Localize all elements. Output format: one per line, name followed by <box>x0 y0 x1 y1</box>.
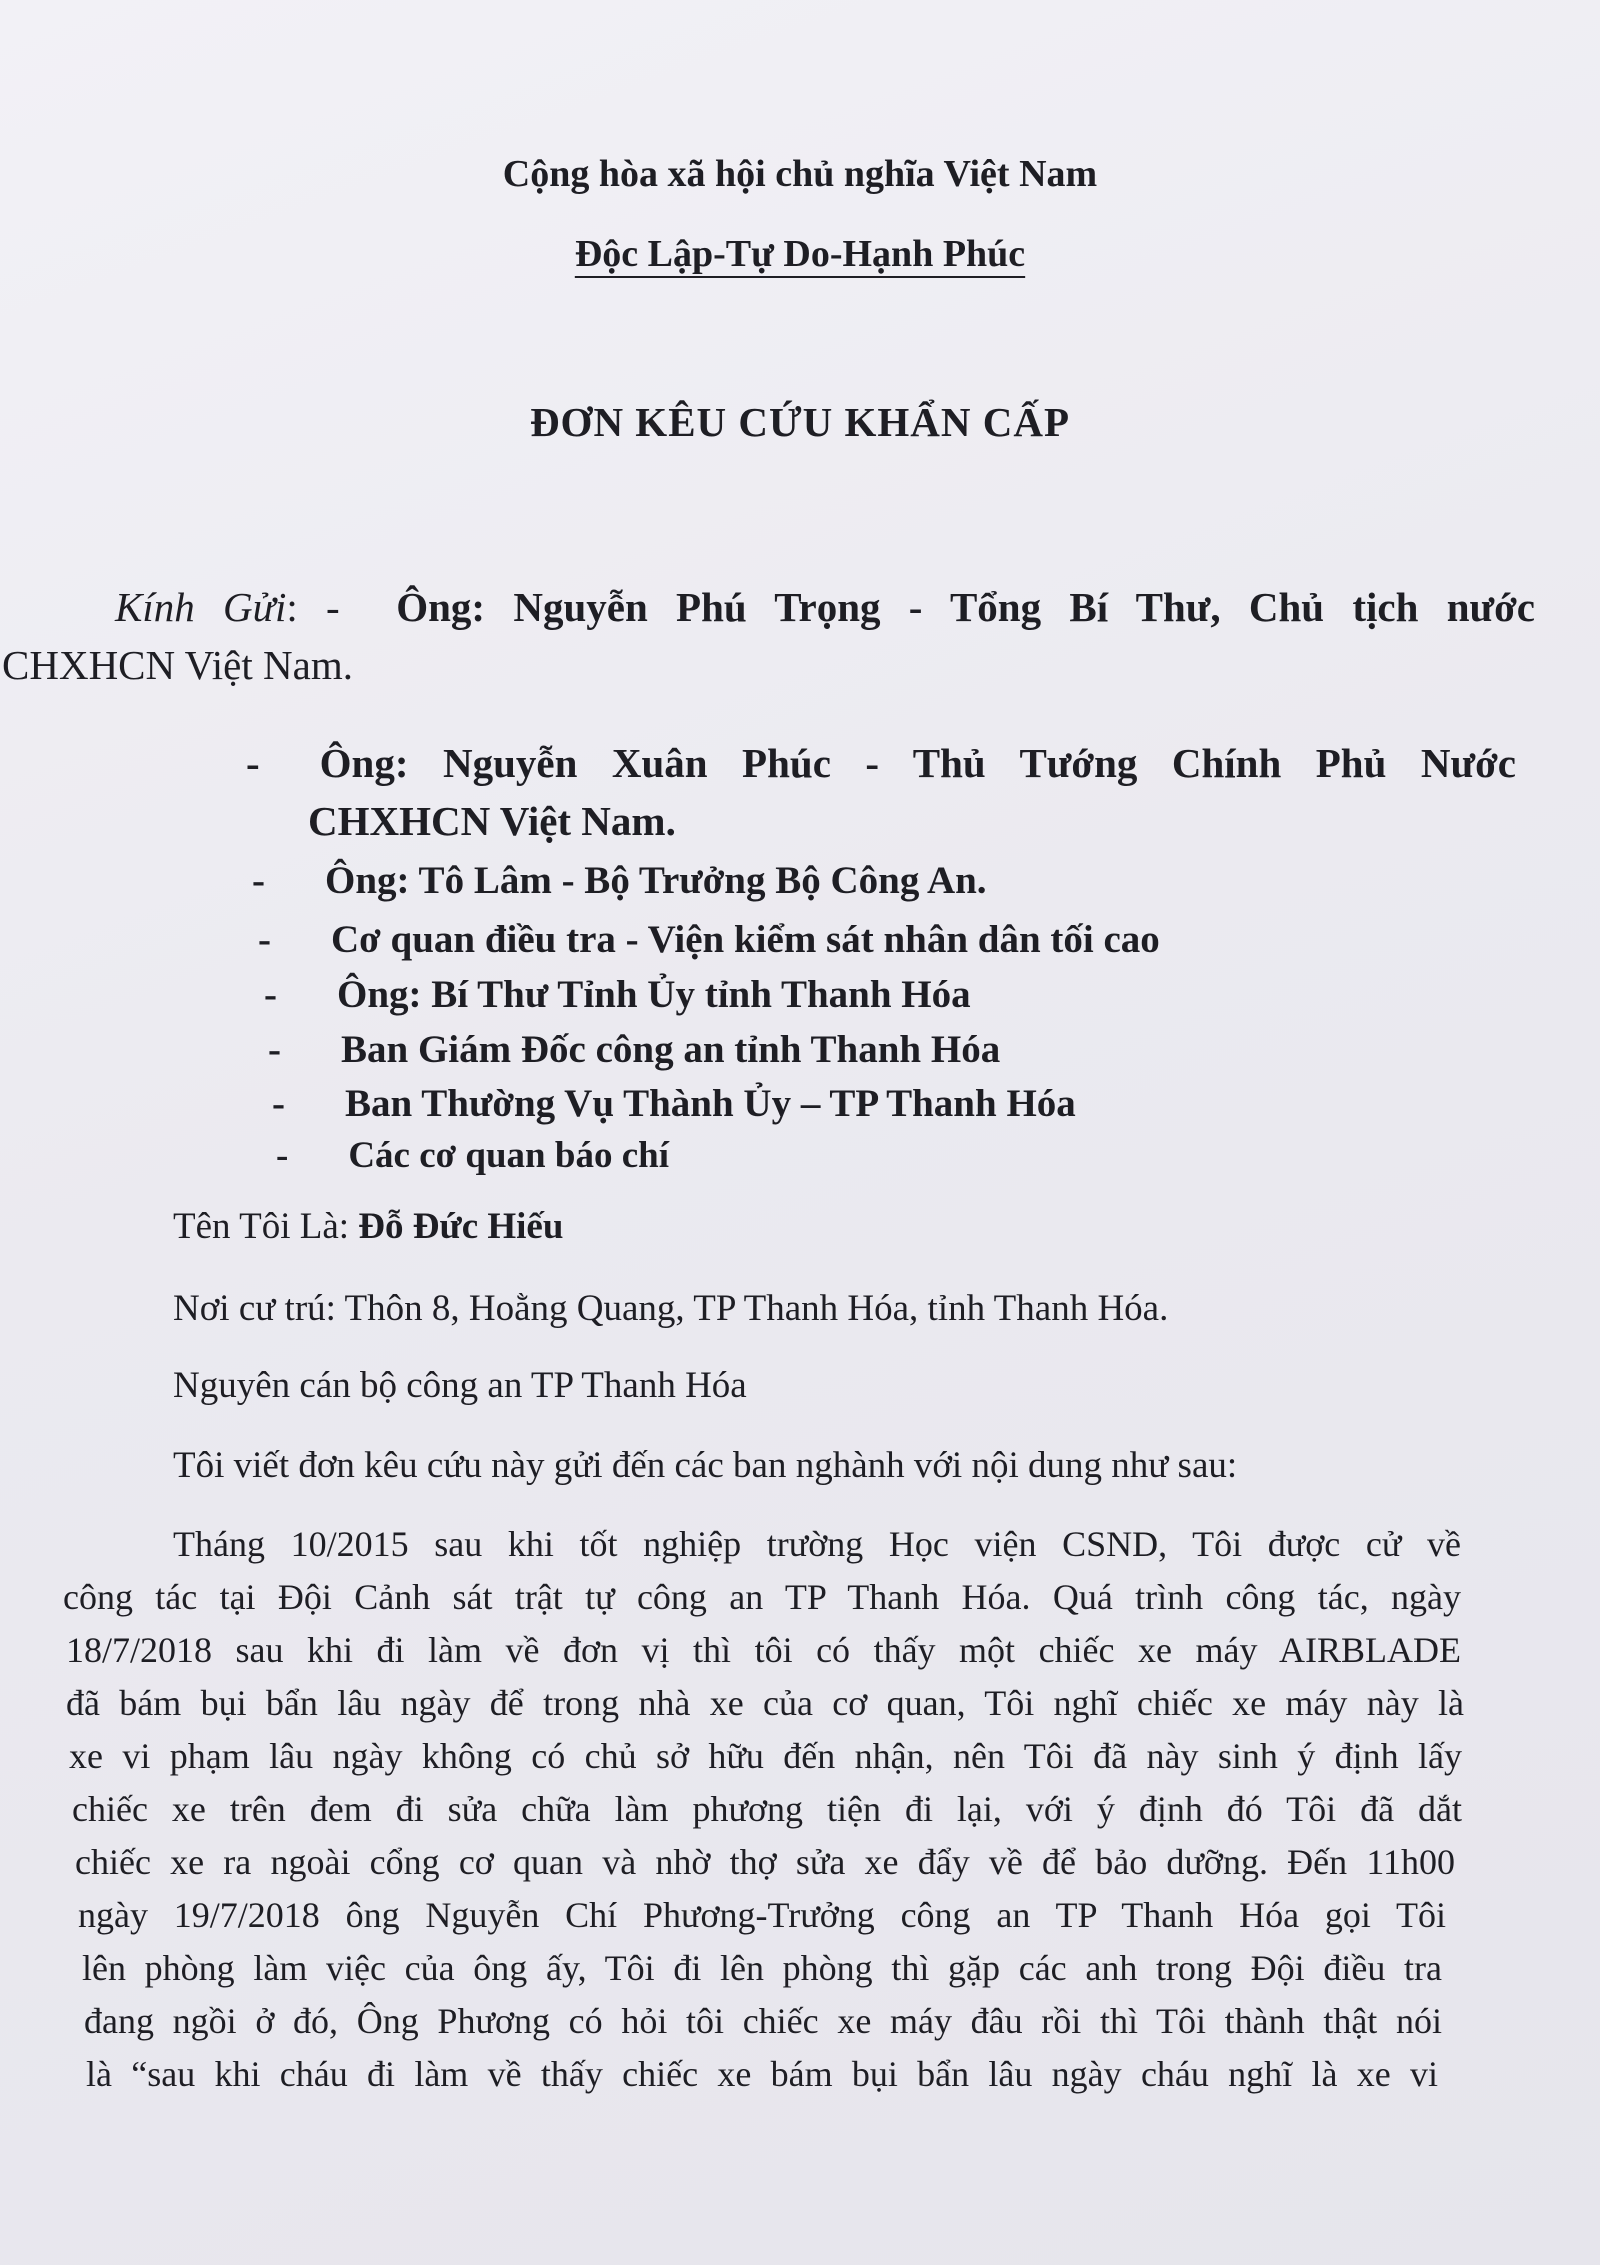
body-line: ngày 19/7/2018 ông Nguyễn Chí Phương-Trưởng công an TP Thanh Hóa gọi Tôi <box>78 1895 1446 1935</box>
body-line: chiếc xe ra ngoài cổng cơ quan và nhờ thợ sửa xe đẩy về để bảo dưỡng. Đến 11h00 <box>75 1842 1455 1882</box>
recipient-item: - Ban Thường Vụ Thành Ủy – TP Thanh Hóa <box>272 1082 1076 1125</box>
body-line: lên phòng làm việc của ông ấy, Tôi đi lên phòng thì gặp các anh trong Đội điều tra <box>82 1948 1442 1988</box>
body-line: đang ngồi ở đó, Ông Phương có hỏi tôi chiếc xe máy đâu rồi thì Tôi thành thật nói <box>84 2001 1442 2041</box>
name-line: Tên Tôi Là: Đỗ Đức Hiếu <box>173 1206 564 1247</box>
recipient-item: - Ông: Tô Lâm - Bộ Trưởng Bộ Công An. <box>252 859 987 902</box>
recipient-item: - Các cơ quan báo chí <box>276 1135 669 1176</box>
intro-line: Tôi viết đơn kêu cứu này gửi đến các ban nghành với nội dung như sau: <box>173 1445 1238 1486</box>
recipient-1-line2: CHXHCN Việt Nam. <box>2 642 353 688</box>
author-name: Đỗ Đức Hiếu <box>358 1206 564 1247</box>
salutation-label: Kính Gửi <box>115 584 287 630</box>
body-line: xe vi phạm lâu ngày không có chủ sở hữu đến nhận, nên Tôi đã này sinh ý định lấy <box>69 1736 1462 1776</box>
body-line: là “sau khi cháu đi làm về thấy chiếc xe bám bụi bẩn lâu ngày cháu nghĩ là xe vi <box>86 2054 1438 2094</box>
document-title: ĐƠN KÊU CỨU KHẨN CẤP <box>529 399 1071 445</box>
recipient-1-line1: Ông: Nguyễn Phú Trọng - Tổng Bí Thư, Chủ tịch nước <box>396 584 1535 630</box>
former-position-line: Nguyên cán bộ công an TP Thanh Hóa <box>173 1365 747 1406</box>
recipient-item: - Ông: Bí Thư Tỉnh Ủy tỉnh Thanh Hóa <box>264 973 971 1016</box>
residence-line: Nơi cư trú: Thôn 8, Hoằng Quang, TP Thanh Hóa, tỉnh Thanh Hóa. <box>173 1288 1169 1329</box>
recipient-item: - Ban Giám Đốc công an tỉnh Thanh Hóa <box>268 1028 1001 1071</box>
body-line: đã bám bụi bẩn lâu ngày để trong nhà xe của cơ quan, Tôi nghĩ chiếc xe máy này là <box>66 1683 1464 1723</box>
nation-header: Cộng hòa xã hội chủ nghĩa Việt Nam <box>502 153 1098 195</box>
recipient-item: - Cơ quan điều tra - Viện kiểm sát nhân dân tối cao <box>258 918 1160 961</box>
body-line: 18/7/2018 sau khi đi làm về đơn vị thì tôi có thấy một chiếc xe máy AIRBLADE <box>66 1630 1461 1670</box>
body-line: chiếc xe trên đem đi sửa chữa làm phương tiện đi lại, với ý định đó Tôi đã dắt <box>72 1789 1462 1829</box>
body-line: Tháng 10/2015 sau khi tốt nghiệp trường Học viện CSND, Tôi được cử về <box>173 1524 1461 1564</box>
salutation-line: Kính Gửi: - Ông: Nguyễn Phú Trọng - Tổng Bí Thư, Chủ tịch nước <box>115 584 1535 630</box>
motto-header: Độc Lập-Tự Do-Hạnh Phúc <box>574 233 1026 275</box>
recipient-item: - Ông: Nguyễn Xuân Phúc - Thủ Tướng Chính Phủ Nước <box>246 740 1516 786</box>
body-line: công tác tại Đội Cảnh sát trật tự công an TP Thanh Hóa. Quá trình công tác, ngày <box>63 1577 1461 1617</box>
recipient-item-cont: CHXHCN Việt Nam. <box>308 798 676 844</box>
